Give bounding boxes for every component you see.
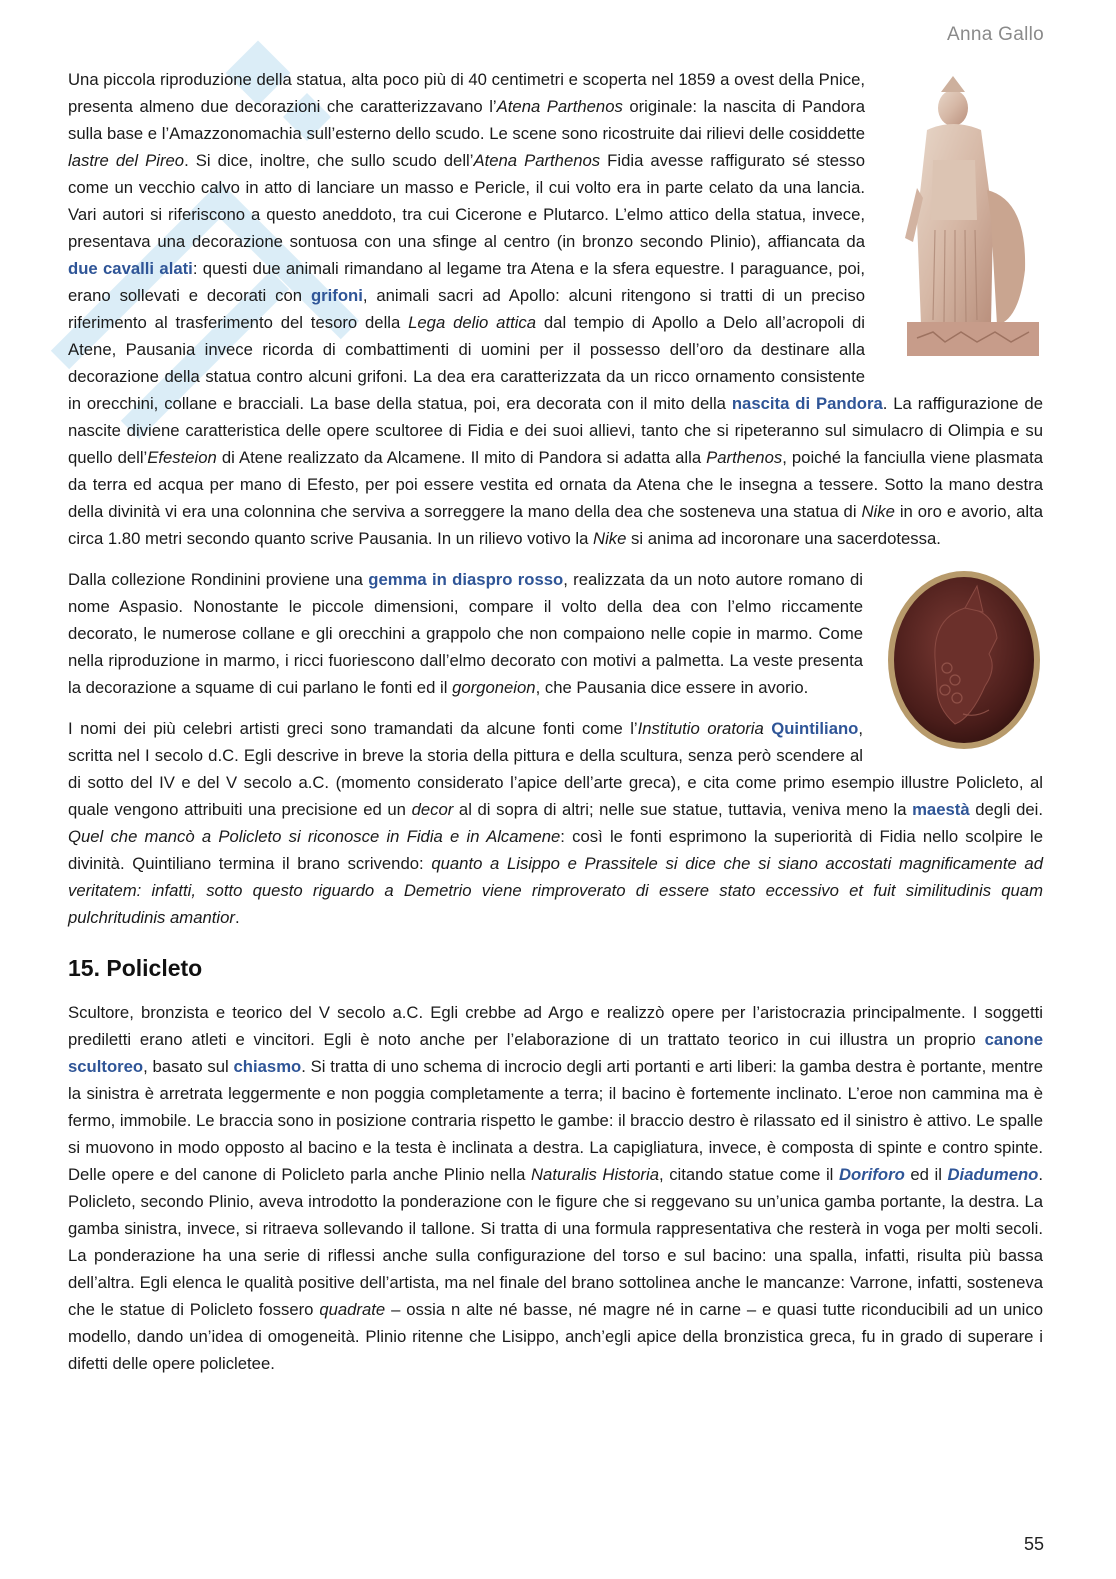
text-span-italic: Atena Parthenos <box>473 151 601 170</box>
text-span-italic: Efesteion <box>147 448 217 467</box>
text-span: : questi due animali rimandano al legame tra Atena e la sfera equestre. I paraguance, poi, erano sollevati e decorati con <box>68 259 866 305</box>
highlight-term: gemma in diaspro rosso <box>368 570 564 589</box>
text-span-italic: Nike <box>593 529 627 548</box>
text-span: . <box>234 908 240 927</box>
text-span-italic: Institutio oratoria <box>637 719 764 738</box>
gem-illustration <box>885 568 1043 752</box>
text-span: degli dei. <box>969 800 1043 819</box>
highlight-term: canone scultoreo <box>68 1030 1043 1076</box>
text-span-italic: decor <box>411 800 454 819</box>
text-span: , animali sacri ad Apollo: alcuni ritengono si tratti di un preciso riferimento al trasferimento del tesoro della <box>68 286 865 332</box>
atena-statue-image <box>887 70 1043 360</box>
highlight-term: maestà <box>912 800 970 819</box>
text-span: , scritta nel I secolo d.C. Egli descrive in breve la storia della pittura e della scultura, senza però scendere al di sotto del IV e del V secolo a.C. (momento considerato l’apice dell’arte greca), e cita come primo esempio illustre Policleto, al quale vengono attribuiti una precisione ed un <box>68 719 1043 819</box>
text-span: . Policleto, secondo Plinio, aveva introdotto la ponderazione con le figure che si reggevano su un’unica gamba portante, la destra. La gamba sinistra, invece, si ritraeva sollevando il tallone. Si tratta di una formula rappresentativa che resterà in voga per molti secoli. La ponderazione ha una serie di riflessi anche sulla configurazione del torso e sul bacino: una spalla, infatti, risulta più bassa dell’altra. Egli elenca le qualità positive dell’artista, ma nel finale del brano sottolinea anche le mancanze: Varrone, infatti, sosteneva che le statue di Policleto fossero <box>68 1165 1044 1319</box>
text-span: Dalla collezione Rondinini proviene una <box>68 570 369 589</box>
text-span: ed il <box>904 1165 948 1184</box>
text-span: in oro e avorio, alta circa 1.80 metri secondo quanto scrive Pausania. In un rilievo votivo la <box>68 502 1044 548</box>
text-span-italic: Nike <box>861 502 895 521</box>
text-span: Una piccola riproduzione della statua, alta poco più di 40 centimetri e scoperta nel 1859 a ovest della Pnice, presenta almeno due decorazioni che caratterizzavano l’ <box>68 70 865 116</box>
text-span: . La raffigurazione de nascite diviene caratteristica delle opere scultoree di Fidia e dei suoi allievi, tanto che si ripeteranno sul simulacro di Olimpia e su quello dell’ <box>68 394 1043 467</box>
highlight-term: grifoni <box>310 286 363 305</box>
text-span: Fidia avesse raffigurato sé stesso come un vecchio calvo in atto di lanciare un masso e Pericle, il cui volto era in parte celato da una lancia. Vari autori si riferiscono a questo aneddoto, tra cui Cicerone e Plutarco. L’elmo attico della statua, invece, presentava una decorazione sontuosa con una sfinge al centro (in bronzo secondo Plinio), affiancata da <box>68 151 865 251</box>
text-span: , basato sul <box>143 1057 234 1076</box>
paragraph-policleto <box>68 999 1043 1377</box>
highlight-term: due cavalli alati <box>68 259 193 278</box>
text-span: : così le fonti esprimono la superiorità di Fidia nello scolpire le divinità. Quintiliano termina il brano scrivendo: <box>68 827 1043 873</box>
text-span: di Atene realizzato da Alcamene. Il mito di Pandora si adatta alla <box>216 448 707 467</box>
text-span: Scultore, bronzista e teorico del V secolo a.C. Egli crebbe ad Argo e realizzò opere per l’aristocrazia principalmente. I soggetti prediletti erano atleti e vincitori. Egli è noto anche per l’elaborazione di un trattato teorico in cui illustra un proprio <box>68 1003 1043 1049</box>
text-span: I nomi dei più celebri artisti greci sono tramandati da alcune fonti come l’ <box>68 719 638 738</box>
text-span: . Si tratta di uno schema di incrocio degli arti portanti e arti liberi: la gamba destra è portante, mentre la sinistra è arretrata leggermente e non poggia completamente a terra; il bacino è fortemente inclinato. L’eroe non cammina ma è fermo, immobile. Le braccia sono in posizione contraria rispetto le gambe: il braccio destro è rilassato ed il sinistro è attivo. Le spalle si muovono in modo opposto al bacino e la testa è inclinata a destra. La capigliatura, invece, è composta di spinte e contro spinte. Delle opere e del canone di Policleto parla anche Plinio nella <box>68 1057 1044 1184</box>
text-span-italic: Quel che mancò a Policleto si riconosce in Fidia e in Alcamene <box>68 827 561 846</box>
text-span: al di sopra di altri; nelle sue statue, tuttavia, veniva meno la <box>453 800 913 819</box>
text-span-italic: gorgoneion <box>452 678 536 697</box>
text-span: dal tempio di Apollo a Delo all’acropoli di Atene, Pausania invece ricorda di combattimenti di uomini per il possesso dell’oro da destinare alla decorazione della statua contro alcuni grifoni. La dea era caratterizzata da un ricco ornamento consistente in orecchini, collane e bracciali. La base della statua, poi, era decorata con il mito della <box>68 313 865 413</box>
text-span-italic: lastre del Pireo <box>68 151 185 170</box>
statue-illustration <box>887 70 1043 360</box>
highlight-term-italic: Diadumeno <box>947 1165 1039 1184</box>
highlight-term: Quintiliano <box>771 719 859 738</box>
text-span: , citando statue come il <box>658 1165 839 1184</box>
text-span-italic: Naturalis Historia <box>531 1165 659 1184</box>
highlight-term: chiasmo <box>233 1057 302 1076</box>
page-number: 55 <box>1023 1534 1044 1554</box>
gem-red-jasper-image <box>885 568 1043 752</box>
text-span: , poiché la fanciulla viene plasmata da terra ed acqua per mano di Efesto, per poi essere vestita ed ornata da Atena che le insegna a tessere. Sotto la mano destra della divinità vi era una colonnina che serviva a sorreggere la mano della dea che sosteneva una statua di <box>68 448 1043 521</box>
text-span-italic: quanto a Lisippo e Prassitele si dice che si siano accostati magnificamente ad veritatem: infatti, sotto questo riguardo a Demetrio viene rimproverato di essere stato eccessivo et fuit similitudinis quam pulchritudinis amantior <box>68 854 1043 927</box>
text-span-italic: Atena Parthenos <box>496 97 623 116</box>
text-span-italic: quadrate <box>319 1300 386 1319</box>
text-span-italic: Lega delio attica <box>408 313 537 332</box>
text-span: , realizzata da un noto autore romano di nome Aspasio. Nonostante le piccole dimensioni, compare il volto della dea con l’elmo riccamente decorato, le numerose collane e gli orecchini a grappolo che non compaiono nelle copie in marmo. Come nella riproduzione in marmo, i ricci fuoriescono dall’elmo decorato con motivi a palmetta. La veste presenta la decorazione a squame di cui parlano le fonti ed il <box>68 570 863 697</box>
text-span: . Si dice, inoltre, che sullo scudo dell’ <box>184 151 474 170</box>
page-content <box>68 66 1043 1391</box>
text-span: – ossia n alte né basse, né magre né in carne – e quasi tutte riconducibili ad un unico modello, dando un’idea di omogeneità. Plinio ritenne che Lisippo, anch’egli apice della bronzistica greca, fu in grado di superare i difetti delle opere policletee. <box>68 1300 1043 1373</box>
text-span: originale: la nascita di Pandora sulla base e l’Amazzonomachia sull’esterno dello scudo. Le scene sono ricostruite dai rilievi delle cosiddette <box>68 97 866 143</box>
text-span: si anima ad incoronare una sacerdotessa. <box>626 529 941 548</box>
highlight-term: nascita di Pandora <box>731 394 883 413</box>
text-span-italic: Parthenos <box>706 448 783 467</box>
text-span: , che Pausania dice essere in avorio. <box>535 678 809 697</box>
highlight-term-italic: Doriforo <box>838 1165 905 1184</box>
running-header-author: Anna Gallo <box>946 24 1044 45</box>
section-heading: 15. Policleto <box>68 955 203 981</box>
